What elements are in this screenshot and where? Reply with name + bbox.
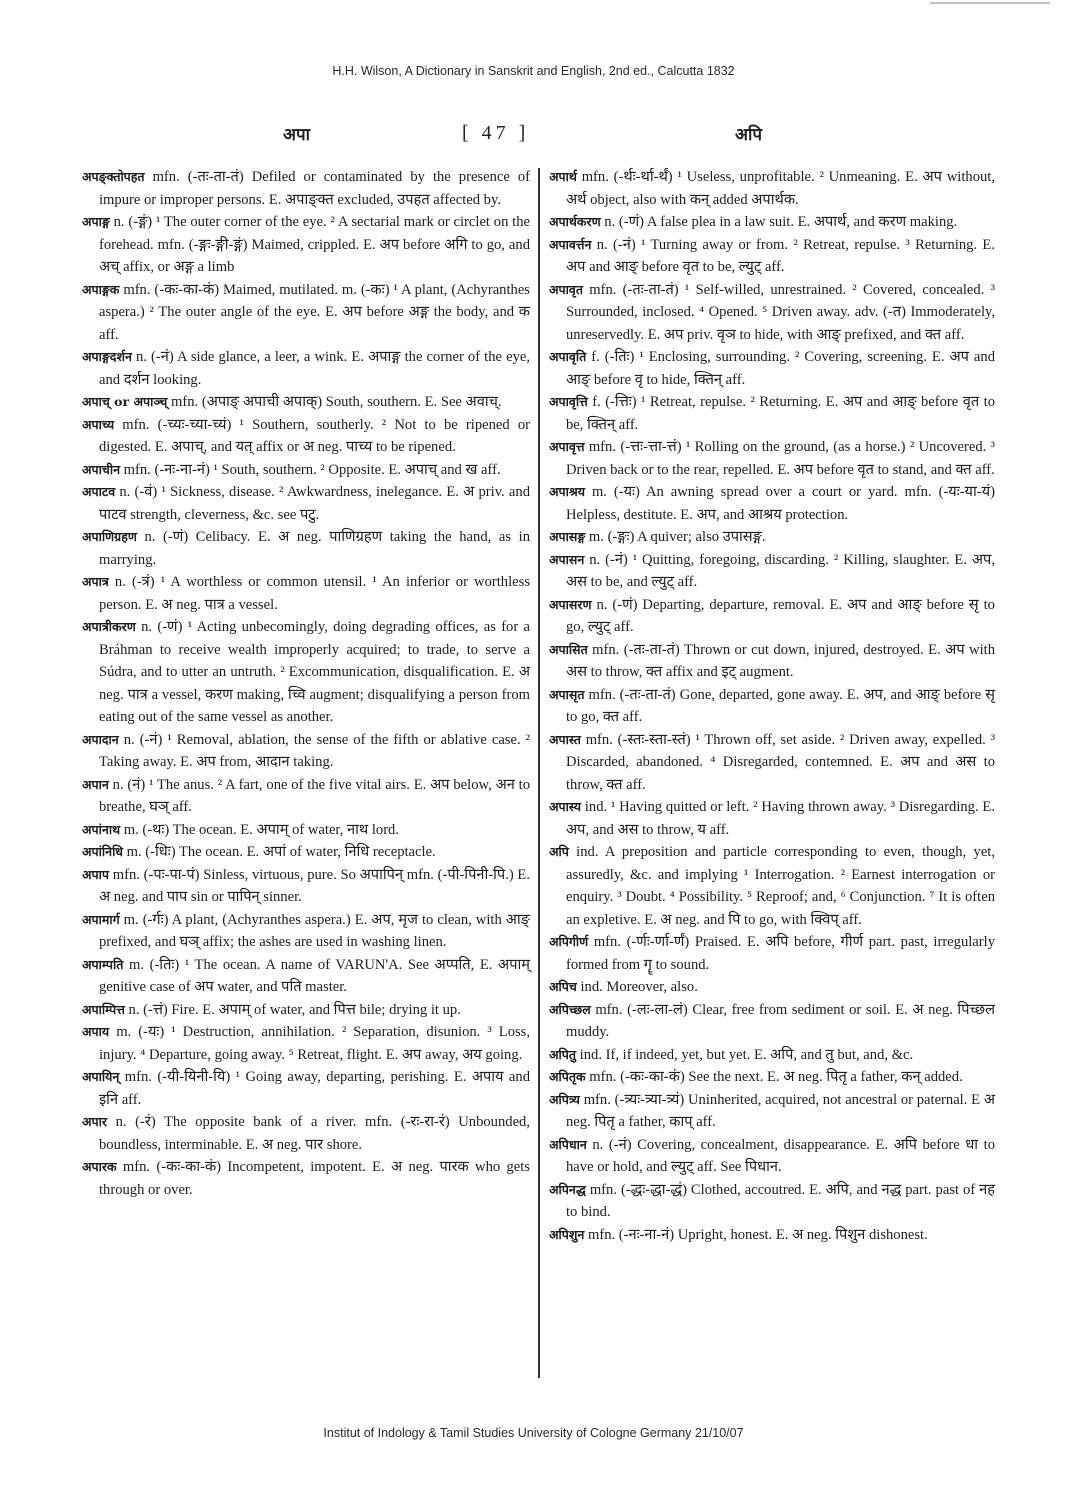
entry-definition: mfn. (-नः-ना-नं) Upright, honest. E. अ neg. पिशुन dishonest. <box>587 1226 928 1243</box>
dictionary-entry <box>82 1111 530 1156</box>
entry-headword: अपिशुन <box>549 1226 585 1242</box>
entry-headword: अपात्र <box>82 574 109 589</box>
entry-headword: अपाटव <box>82 484 116 499</box>
entry-headword: अपिच्छल <box>549 1001 591 1017</box>
entry-headword: अपावृत <box>549 281 583 297</box>
dictionary-entry <box>82 414 530 459</box>
entry-headword: अपाम्पित्त <box>82 1001 125 1017</box>
entry-headword: अपि <box>549 844 569 859</box>
entry-headword: अपार्थकरण <box>549 214 601 229</box>
entry-headword: अपङ्क्तोपहत <box>82 169 145 184</box>
entry-definition: mfn. (-च्यः-च्या-च्यं) ¹ Southern, southerly. ² Not to be ripened or digested. E. अपाच्, and यत् affix or अ neg. पाच्य to be ripened. <box>99 416 530 455</box>
entry-definition: n. (-णं) Celibacy. E. अ neg. पाणिग्रहण taking the hand, as in marrying. <box>99 529 530 568</box>
entry-headword: अपायिन् <box>82 1069 120 1084</box>
entry-headword: अपांनाथ <box>82 821 121 837</box>
running-head-left-guideword: अपा <box>283 125 311 145</box>
entry-definition: mfn. (-लः-ला-लं) Clear, free from sediment or soil. E. अ neg. पिच्छल muddy. <box>566 1001 995 1040</box>
entry-definition: mfn. (-र्थः-र्था-र्थं) ¹ Useless, unprofitable. ² Unmeaning. E. अप without, अर्थ object, also with कन् added अपार्थक. <box>566 169 995 208</box>
dictionary-entry <box>549 166 995 211</box>
dictionary-entry <box>549 684 995 729</box>
dictionary-entry <box>82 954 530 999</box>
entry-headword: अपारक <box>82 1159 117 1174</box>
entry-definition: m. (-धिः) The ocean. E. अपां of water, निधि receptacle. <box>126 844 436 860</box>
entry-headword: अपिगीर्ण <box>549 934 589 949</box>
entry-definition: m. (-र्गः) A plant, (Achyranthes aspera.) E. अप, मृज to clean, with आङ् prefixed, and घञ् affix; the ashes are used in washing linen. <box>99 911 530 950</box>
dictionary-entry <box>82 391 530 414</box>
entry-definition: f. (-तिः) ¹ Enclosing, surrounding. ² Covering, screening. E. अप and आङ् before वृ to hide, क्तिन् aff. <box>566 349 995 388</box>
entry-headword: अपादान <box>82 731 119 747</box>
entry-definition: n. (-णं) ¹ Acting unbecomingly, doing degrading offices, as for a Bráhman to receive wealth improperly acquired; to trade, to serve a Súdra, and to utter an untruth. ² Excommunication, disqualification. E. अ neg. पात्र a vessel, करण making, च्वि augment; disqualifying a person from eating out of the same vessel as another. <box>99 619 530 725</box>
entry-definition: mfn. (-तः-ता-तं) Thrown or cut down, injured, destroyed. E. अप with अस to throw, क्त affix and इट् augment. <box>566 641 995 680</box>
dictionary-entry <box>82 616 530 729</box>
dictionary-entry <box>549 1134 995 1179</box>
entry-definition: n. (-नं) A side glance, a leer, a wink. E. अपाङ्ग the corner of the eye, and दर्शन looking. <box>99 349 530 388</box>
entry-headword: अपाय <box>82 1024 110 1039</box>
entry-definition: n. (-त्रं) ¹ A worthless or common utensil. ¹ An inferior or worthless person. E. अ neg. पात्र a vessel. <box>99 574 530 613</box>
entry-headword: अपाप <box>82 866 109 882</box>
entry-headword: अपाच् or अपाञ्च् <box>82 394 168 409</box>
dictionary-entry <box>82 459 530 482</box>
entry-headword: अपाश्रय <box>549 484 585 499</box>
entry-headword: अपाच्य <box>82 416 115 432</box>
dictionary-entry <box>549 841 995 931</box>
entry-headword: अपाचीन <box>82 461 121 477</box>
dictionary-entry <box>549 391 995 436</box>
column-divider <box>538 168 540 1378</box>
page-number: [ 47 ] <box>462 122 530 144</box>
entry-definition: mfn. (-पः-पा-पं) Sinless, virtuous, pure. So अपापिन् mfn. (-पी-पिनी-पि.) E. अ neg. and पाप sin or पापिन् sinner. <box>99 866 530 905</box>
entry-definition: ind. Moreover, also. <box>580 979 698 995</box>
entry-definition: mfn. (-त्तः-त्ता-त्तं) ¹ Rolling on the ground, (as a horse.) ² Uncovered. ³ Driven back or to the rear, repelled. E. अप before वृत to stand, and क्त aff. <box>566 439 995 478</box>
entry-definition: m. (-थः) The ocean. E. अपाम् of water, नाथ lord. <box>123 821 400 838</box>
entry-definition: n. (-त्तं) Fire. E. अपाम् of water, and पित्त bile; drying it up. <box>128 1001 461 1018</box>
entry-headword: अपावृत्त <box>549 439 585 454</box>
entry-definition: ind. ¹ Having quitted or left. ² Having thrown away. ³ Disregarding. E. अप, and अस to throw, य aff. <box>566 799 995 838</box>
dictionary-entry <box>549 1224 995 1247</box>
entry-definition: mfn. (अपाङ् अपाची अपाक्) South, southern. E. See अवाच्. <box>171 394 502 410</box>
dictionary-entry <box>549 526 995 549</box>
left-column <box>82 166 530 1201</box>
dictionary-entry <box>549 639 995 684</box>
entry-headword: अपावृति <box>549 349 587 364</box>
dictionary-entry <box>82 279 530 347</box>
dictionary-entry <box>549 1179 995 1224</box>
entry-headword: अपान <box>82 776 109 792</box>
dictionary-entry <box>82 909 530 954</box>
dictionary-entry <box>549 481 995 526</box>
entry-headword: अपाङ्ग <box>82 214 110 229</box>
entry-headword: अपिनद्ध <box>549 1181 586 1197</box>
dictionary-entry <box>82 864 530 909</box>
dictionary-entry <box>82 481 530 526</box>
dictionary-entry <box>549 211 995 234</box>
entry-definition: m. (-यः) An awning spread over a court or yard. mfn. (-यः-या-यं) Helpless, destitute. E. अप, and आश्रय protection. <box>566 484 995 523</box>
dictionary-entry <box>549 279 995 347</box>
dictionary-entry <box>82 999 530 1022</box>
dictionary-entry <box>82 571 530 616</box>
entry-definition: mfn. (-र्णः-र्णा-र्णं) Praised. E. अपि before, गीर्ण part. past, irregularly formed from गॄ to sound. <box>566 934 995 973</box>
dictionary-entry <box>549 234 995 279</box>
entry-headword: अपास्य <box>549 799 582 814</box>
dictionary-entry <box>549 1044 995 1067</box>
entry-headword: अपासङ्ग <box>549 529 586 544</box>
entry-definition: n. (-नं) ¹ Quitting, foregoing, discarding. ² Killing, slaughter. E. अप, अस to be, and ल्युट् aff. <box>566 551 995 590</box>
scan-edge-mark <box>930 2 1050 4</box>
entry-definition: m. (-तिः) ¹ The ocean. A name of VARUN'A. See अप्पति, E. अपाम् genitive case of अप water, and पति master. <box>99 956 530 995</box>
entry-definition: m. (-ङ्गः) A quiver; also उपासङ्ग. <box>588 529 766 545</box>
dictionary-entry <box>82 774 530 819</box>
dictionary-entry <box>82 166 530 211</box>
entry-definition: mfn. (-तः-ता-तं) Gone, departed, gone away. E. अप, and आङ् before सृ to go, क्त aff. <box>566 686 995 725</box>
dictionary-entry <box>549 549 995 594</box>
dictionary-entry <box>82 1021 530 1066</box>
dictionary-entry <box>549 796 995 841</box>
dictionary-entry <box>549 594 995 639</box>
footer-credit: Institut of Indology & Tamil Studies University of Cologne Germany 21/10/07 <box>323 1426 744 1440</box>
entry-definition: n. (-नं) ¹ Removal, ablation, the sense of the fifth or ablative case. ² Taking away. E. अप from, आदान taking. <box>99 731 530 770</box>
entry-headword: अपाणिग्रहण <box>82 529 137 544</box>
entry-definition: m. (-यः) ¹ Destruction, annihilation. ² Separation, disunion. ³ Loss, injury. ⁴ Departure, going away. ⁵ Retreat, flight. E. अप away, अय going. <box>99 1024 530 1063</box>
entry-headword: अपाङ्गदर्शन <box>82 349 132 364</box>
entry-headword: अपित्र्य <box>549 1091 580 1107</box>
dictionary-entry <box>549 931 995 976</box>
entry-headword: अपितु <box>549 1046 577 1062</box>
entry-headword: अपिधान <box>549 1136 587 1152</box>
dictionary-entry <box>549 976 995 999</box>
source-header: H.H. Wilson, A Dictionary in Sanskrit and English, 2nd ed., Calcutta 1832 <box>332 64 735 78</box>
dictionary-entry <box>549 1066 995 1089</box>
entry-definition: n. (-ङ्गं) ¹ The outer corner of the eye. ² A sectarial mark or circlet on the forehead. mfn. (-ङ्गः-ङ्गी-ङ्गं) Maimed, crippled. E. अप before अगि to go, and अच् affix, or अङ्ग a limb <box>99 214 530 275</box>
running-head-right-guideword: अपि <box>735 125 763 145</box>
dictionary-entry <box>549 346 995 391</box>
entry-definition: mfn. (-कः-का-कं) Incompetent, impotent. E. अ neg. पारक who gets through or over. <box>99 1159 530 1198</box>
dictionary-entry <box>82 346 530 391</box>
entry-headword: अपांनिधि <box>82 844 123 859</box>
entry-headword: अपामार्ग <box>82 911 120 927</box>
entry-headword: अपात्रीकरण <box>82 619 136 634</box>
entry-definition: f. (-त्तिः) ¹ Retreat, repulse. ² Returning. E. अप and आङ् before वृत to be, क्तिन् aff. <box>566 394 995 433</box>
dictionary-entry <box>549 1089 995 1134</box>
dictionary-entry <box>549 729 995 797</box>
entry-headword: अपासित <box>549 641 588 657</box>
entry-headword: अपार्थ <box>549 169 577 184</box>
entry-headword: अपासन <box>549 551 585 567</box>
entry-definition: mfn. (-यी-यिनी-यि) ¹ Going away, departing, perishing. E. अपाय and इनि aff. <box>99 1069 530 1108</box>
entry-definition: mfn. (-त्र्यः-त्र्या-त्र्यं) Uninherited, acquired, not ancestral or paternal. E अ neg. पितृ a father, काप् aff. <box>566 1091 995 1130</box>
entry-definition: mfn. (-कः-का-कं) Maimed, mutilated. m. (-कः) ¹ A plant, (Achyranthes aspera.) ² The outer angle of the eye. E. अप before अङ्ग the body, and क aff. <box>99 281 530 343</box>
entry-headword: अपार <box>82 1114 108 1129</box>
entry-definition: mfn. (-तः-ता-तं) Defiled or contaminated by the presence of impure or improper persons. E. अपाङ्क्त excluded, उपहत affected by. <box>99 169 530 208</box>
dictionary-entry <box>82 526 530 571</box>
entry-definition: n. (-रं) The opposite bank of a river. mfn. (-रः-रा-रं) Unbounded, boundless, interminable. E. अ neg. पार shore. <box>99 1114 530 1153</box>
entry-definition: n. (-णं) Departing, departure, removal. E. अप and आङ् before सृ to go, ल्युट् aff. <box>566 596 995 635</box>
entry-headword: अपाम्पति <box>82 956 124 972</box>
entry-definition: n. (नं) ¹ The anus. ² A fart, one of the five vital airs. E. अप below, अन to breathe, घञ् aff. <box>99 776 530 815</box>
entry-definition: ind. A preposition and particle corresponding to even, though, yet, assuredly, &c. and implying ¹ Interrogation. ² Earnest interrogation or enquiry. ³ Doubt. ⁴ Possibility. ⁵ Reproof; and, ⁶ Conjunction. ⁷ It is often an expletive. E. अ neg. and पि to go, with क्विप् aff. <box>566 844 996 928</box>
entry-headword: अपावर्त्तन <box>549 236 592 252</box>
entry-definition: mfn. (-द्धः-द्धा-द्धं) Clothed, accoutred. E. अपि, and नद्ध part. past of नह to bind. <box>566 1181 995 1220</box>
entry-definition: mfn. (-स्तः-स्ता-स्तं) ¹ Thrown off, set aside. ² Driven away, expelled. ³ Discarded, abandoned. ⁴ Disregarded, contemned. E. अप and अस to throw, क्त aff. <box>566 731 995 793</box>
entry-definition: n. (-नं) Covering, concealment, disappearance. E. अपि before धा to have or hold, and ल्युट् aff. See पिधान. <box>566 1136 995 1175</box>
entry-definition: mfn. (-तः-ता-तं) ¹ Self-willed, unrestrained. ² Covered, concealed. ³ Surrounded, inclosed. ⁴ Opened. ⁵ Driven away. adv. (-त) Immoderately, unreservedly. E. अप priv. वृञ to hide, with आङ् prefixed, and क्त aff. <box>566 281 995 343</box>
entry-headword: अपिच <box>549 979 577 994</box>
entry-definition: n. (-नं) ¹ Turning away or from. ² Retreat, repulse. ³ Returning. E. अप and आङ् before वृत to be, ल्युट् aff. <box>566 236 995 275</box>
entry-headword: अपावृत्ति <box>549 394 588 409</box>
dictionary-entry <box>549 436 995 481</box>
entry-headword: अपितृक <box>549 1069 586 1084</box>
entry-definition: n. (-णं) A false plea in a law suit. E. अपार्थ, and करण making. <box>604 214 958 230</box>
dictionary-entry <box>82 211 530 279</box>
entry-headword: अपासरण <box>549 596 592 612</box>
entry-headword: अपास्त <box>549 731 581 747</box>
dictionary-entry <box>82 819 530 842</box>
entry-headword: अपासृत <box>549 686 585 702</box>
running-head <box>0 122 1067 152</box>
dictionary-entry <box>82 1156 530 1201</box>
entry-definition: mfn. (-कः-का-कं) See the next. E. अ neg. पितृ a father, कन् added. <box>589 1069 963 1085</box>
entry-definition: ind. If, if indeed, yet, but yet. E. अपि, and तु but, and, &c. <box>579 1046 914 1063</box>
dictionary-entry <box>549 999 995 1044</box>
dictionary-entry <box>82 729 530 774</box>
entry-definition: n. (-वं) ¹ Sickness, disease. ² Awkwardness, inelegance. E. अ priv. and पाटव strength, cleverness, &c. see पटु. <box>99 484 530 523</box>
dictionary-entry <box>82 1066 530 1111</box>
right-column <box>549 166 995 1246</box>
dictionary-entry <box>82 841 530 864</box>
entry-definition: mfn. (-नः-ना-नं) ¹ South, southern. ² Opposite. E. अपाच् and ख aff. <box>123 461 501 478</box>
entry-headword: अपाङ्गक <box>82 281 120 297</box>
